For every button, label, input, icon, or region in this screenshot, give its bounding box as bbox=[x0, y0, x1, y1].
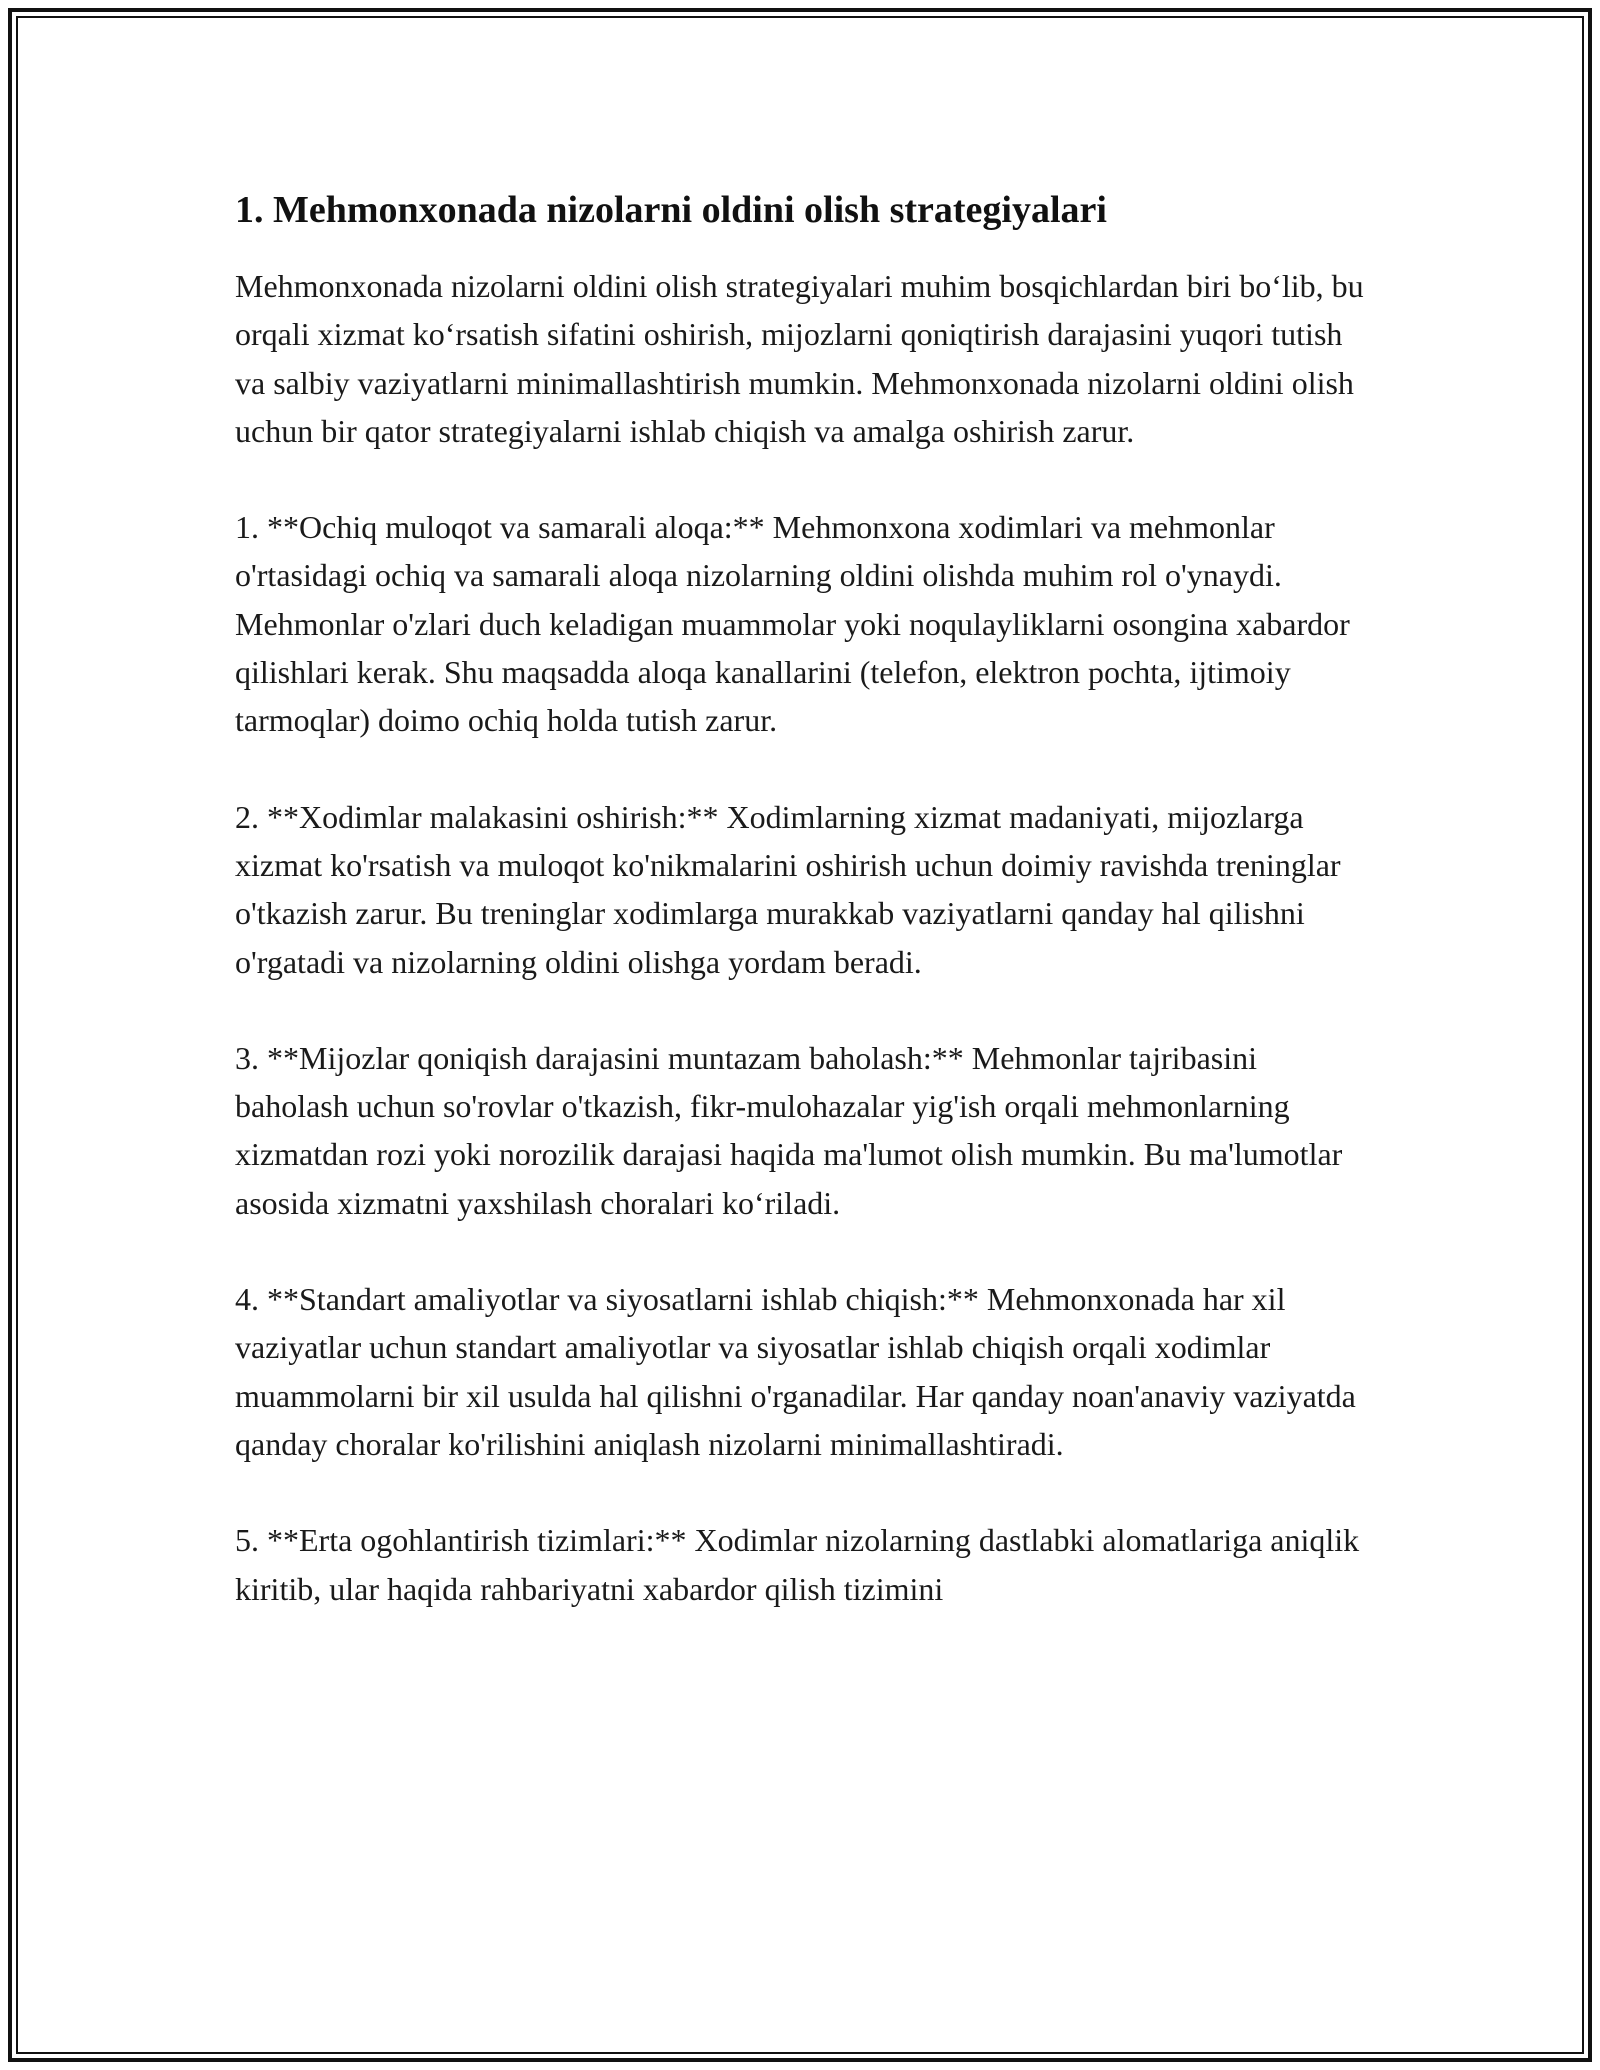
paragraph-item-5: 5. **Erta ogohlantirish tizimlari:** Xodimlar nizolarning dastlabki alomatlariga aniqlik kiritib, ular haqida rahbariyatni xabardor qilish tizimini bbox=[235, 1522, 1360, 1607]
paragraph-item-4: 4. **Standart amaliyotlar va siyosatlarni ishlab chiqish:** Mehmonxonada har xil vaziyatlar uchun standart amaliyotlar va siyosatlar ishlab chiqish orqali xodimlar muammolarni bir xil usulda hal qilishni o'rganadilar. Har qanday noan'anaviy vaziyatda qanday choralar ko'rilishini aniqlash nizolarni minimallashtiradi. bbox=[235, 1281, 1356, 1462]
document-title: 1. Mehmonxonada nizolarni oldini olish strategiyalari bbox=[235, 189, 1107, 231]
paragraph-item-3: 3. **Mijozlar qoniqish darajasini muntazam baholash:** Mehmonlar tajribasini baholash uchun so'rovlar o'tkazish, fikr-mulohazalar yig'ish orqali mehmonlarning xizmatdan rozi yoki norozilik darajasi haqida ma'lumot olish mumkin. Bu ma'lumotlar asosida xizmatni yaxshilash choralari ko‘riladi. bbox=[235, 1039, 1343, 1221]
paragraph-item-1: 1. **Ochiq muloqot va samarali aloqa:** Mehmonxona xodimlari va mehmonlar o'rtasidagi ochiq va samarali aloqa nizolarning oldini olishda muhim rol o'ynaydi. Mehmonlar o'zlari duch keladigan muammolar yoki noqulayliklarni osongina xabardor qilishlari kerak. Shu maqsadda aloqa kanallarini (telefon, elektron pochta, ijtimoiy tarmoqlar) doimo ochiq holda tutish zarur. bbox=[235, 509, 1350, 739]
paragraph-intro: Mehmonxonada nizolarni oldini olish strategiyalari muhim bosqichlardan biri bo‘lib, bu orqali xizmat ko‘rsatish sifatini oshirish, mijozlarni qoniqtirish darajasini yuqori tutish va salbiy vaziyatlarni minimallashtirish mumkin. Mehmonxonada nizolarni oldini olish uchun bir qator strategiyalarni ishlab chiqish va amalga oshirish zarur. bbox=[235, 268, 1364, 449]
paragraph-item-2: 2. **Xodimlar malakasini oshirish:** Xodimlarning xizmat madaniyati, mijozlarga xizmat ko'rsatish va muloqot ko'nikmalarini oshirish uchun doimiy ravishda treninglar o'tkazish zarur. Bu treninglar xodimlarga murakkab vaziyatlarni qanday hal qilishni o'rgatadi va nizolarning oldini olishga yordam beradi. bbox=[235, 798, 1341, 980]
document-body bbox=[235, 186, 1375, 1613]
